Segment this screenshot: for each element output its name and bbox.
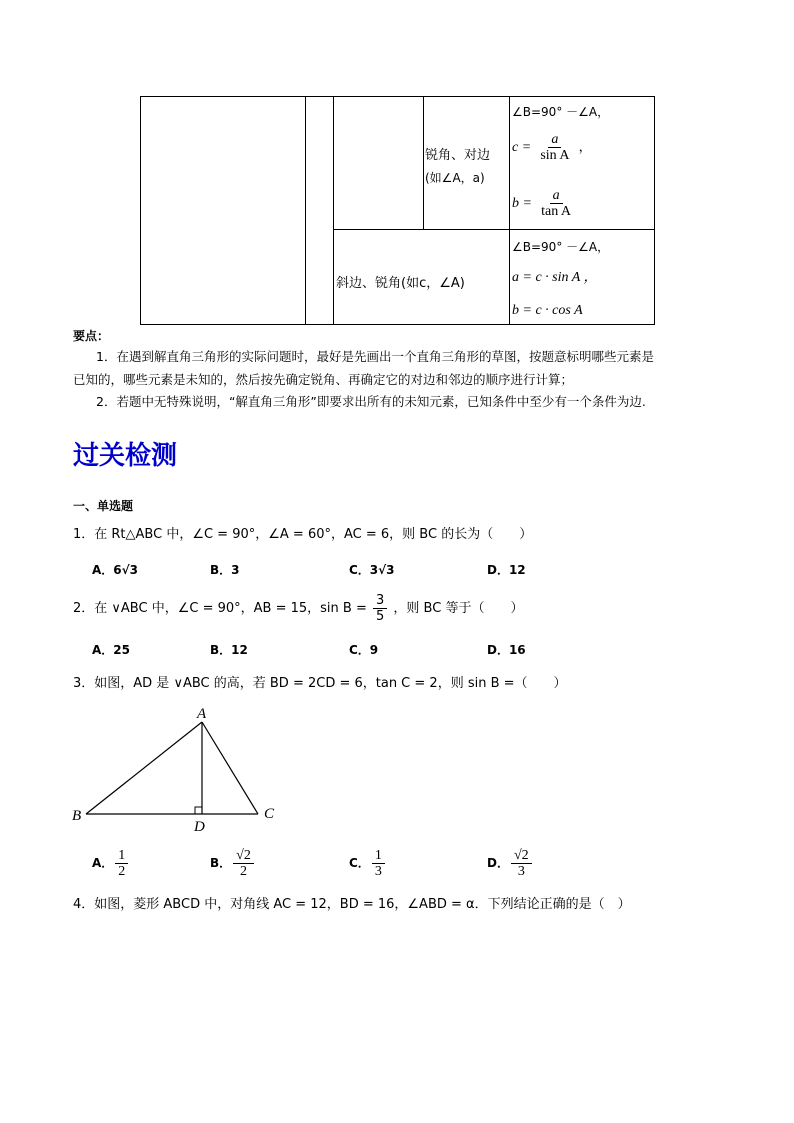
option-a: A．6√3 (92, 563, 138, 577)
condition-cell-2: 斜边、锐角(如c，∠A) (336, 276, 465, 291)
numerator: 1 (372, 848, 385, 864)
option-letter: C． (349, 856, 370, 870)
formula-a: a = c · sin A ， (512, 270, 598, 285)
denominator: sin A (540, 148, 570, 163)
option-letter: D． (487, 856, 509, 870)
denominator: 2 (240, 864, 247, 879)
subsection-heading: 一、单选题 (73, 499, 134, 513)
option-letter: A． (92, 856, 114, 870)
vertex-label-b: B (72, 808, 82, 824)
numerator: a (550, 188, 563, 204)
keypoints-heading: 要点： (73, 329, 110, 343)
stem-text: 2．在 ∨ABC 中，∠C = 90°，AB = 15，sin B = (73, 601, 367, 616)
question-4-stem: 4．如图，菱形 ABCD 中，对角线 AC = 12，BD = 16，∠ABD = α．下列结论正确的是（ ） (73, 897, 631, 912)
denominator: tan A (541, 204, 572, 219)
option-b (210, 848, 256, 879)
section-title: 过关检测 (73, 441, 178, 471)
denominator: 2 (118, 864, 126, 879)
option-d: D．12 (487, 563, 526, 577)
formula-angle-b: ∠B=90° －∠A， (512, 240, 610, 254)
condition-text: 锐角、对边 (425, 148, 491, 163)
option-b: B．3 (210, 563, 240, 577)
option-c: C．3√3 (349, 563, 395, 577)
numerator: √2 (511, 848, 532, 864)
question-3-stem: 3．如图，AD 是 ∨ABC 的高，若 BD = 2CD = 6，tan C = 2，则 sin B =（ ） (73, 676, 567, 691)
formula-lhs: b = (512, 196, 532, 211)
option-a: A．25 (92, 643, 130, 657)
numerator: 1 (115, 848, 128, 864)
option-b: B．12 (210, 643, 248, 657)
option-a (92, 848, 130, 879)
option-d (487, 848, 534, 879)
formula-angle-b: ∠B=90° －∠A， (512, 105, 610, 119)
denominator: 3 (517, 864, 525, 879)
right-angle-mark (195, 807, 202, 814)
formula-lhs: c = (512, 140, 532, 155)
numerator: √2 (233, 848, 254, 864)
denominator: 3 (374, 864, 382, 879)
question-1-stem: 1．在 Rt△ABC 中，∠C = 90°，∠A = 60°，AC = 6，则 BC 的长为（ ） (73, 527, 533, 542)
keypoint-text: 已知的，哪些元素是未知的，然后按先确定锐角、再确定它的对边和邻边的顺序进行计算； (73, 372, 574, 387)
keypoint-text: 1．在遇到解直角三角形的实际问题时，最好是先画出一个直角三角形的草图，按题意标明哪些元素是 (96, 349, 654, 364)
condition-text: (如∠A，a) (425, 171, 485, 185)
numerator: 3 (373, 593, 387, 609)
option-c: C．9 (349, 643, 379, 657)
formula-b: b = c · cos A (512, 303, 583, 318)
option-c (349, 848, 387, 879)
vertex-label-c: C (264, 806, 275, 822)
side-ac (202, 722, 258, 814)
vertex-label-d: D (194, 819, 205, 835)
denominator: 5 (376, 609, 385, 624)
option-letter: B． (210, 856, 232, 870)
keypoint-text: 2．若题中无特殊说明，“解直角三角形”即要求出所有的未知元素，已知条件中至少有一个条件为边. (96, 394, 646, 409)
side-ab (86, 722, 202, 814)
vertex-label-a: A (197, 706, 207, 722)
comma: ， (578, 140, 592, 155)
numerator: a (548, 132, 561, 148)
option-d: D．16 (487, 643, 526, 657)
stem-text: ，则 BC 等于（ ） (393, 601, 524, 616)
